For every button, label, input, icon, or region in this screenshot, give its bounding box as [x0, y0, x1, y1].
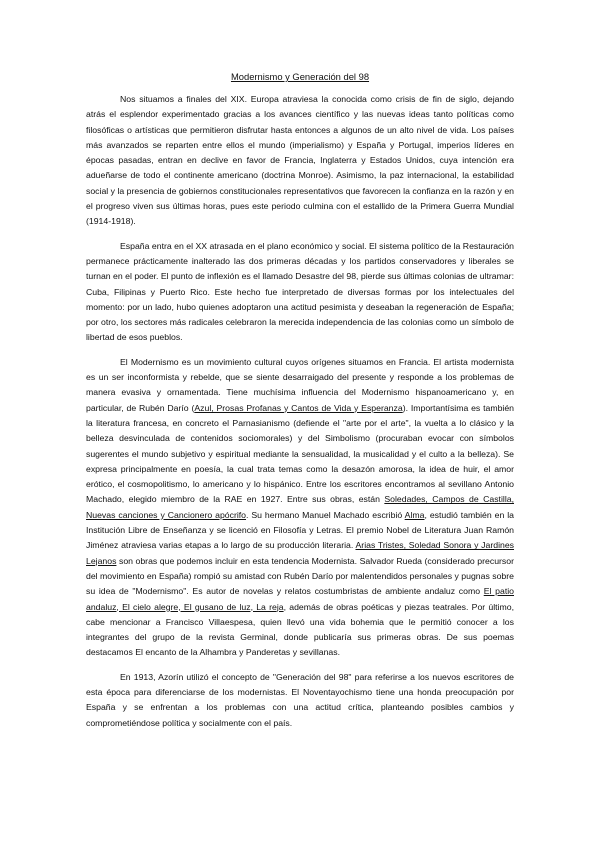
modernismo-text-6: , además de obras poéticas y piezas teatrales. Por último, cabe mencionar a Francisco Villaespesa, quien llevó una vida bohemia que le permitió conocer a los integrantes del grupo de la revista Germinal, donde publicaría sus primeras obras. De sus poemas destacamos El encanto de la Alhambra y Panderetas y sevillanas. — [86, 601, 514, 658]
paragraph-modernismo — [86, 355, 514, 661]
dario-works-title: Azul, Prosas Profanas y Cantos de Vida y Esperanza — [194, 402, 403, 413]
modernismo-text-1: El Modernismo es un movimiento cultural cuyos orígenes situamos en Francia. El artista modernista es un ser inconformista y rebelde, que se siente desarraigado del presente y responde a los problemas de manera evasiva y ornamentada. Tiene muchísima influencia del Modernismo hispanoamericano y, en particular, de Rubén Darío ( — [86, 356, 514, 413]
document-title: Modernismo y Generación del 98 — [230, 71, 370, 82]
modernismo-text-3: . Su hermano Manuel Machado escribió — [246, 509, 405, 520]
paragraph-espana-siglo-xx: España entra en el XX atrasada en el plano económico y social. El sistema político de la Restauración permanece prácticamente inalterado las dos primeras décadas y los partidos conservadores y liberales se turnan en el poder. El punto de inflexión es el llamado Desastre del 98, pierde sus últimas colonias de ultramar: Cuba, Filipinas y Puerto Rico. Este hecho fue interpretado de diversas formas por los intelectuales del momento: por un lado, hubo quienes adoptaron una actitud pesimista y deseaban la regeneración de España; por otro, los sectores más radicales celebraron la merecida independencia de las colonias como un símbolo de libertad de esos pueblos. — [86, 240, 514, 343]
paragraph-fin-de-siglo: Nos situamos a finales del XIX. Europa atraviesa la conocida como crisis de fin de siglo, dejando atrás el esplendor experimentado gracias a los avances científico y las nuevas ideas tanto políticas como filosóficas o artísticas que permitieron disfrutar hasta entonces a algunos de un alto nivel de vida. Los países más avanzados se reparten entre ellos el mundo (imperialismo) y España y Portugal, imperios líderes en épocas pasadas, entran en declive en favor de Francia, Inglaterra y Estados Unidos, cuya intención era adueñarse de todo el continente americano (doctrina Monroe). Asimismo, la paz internacional, la estabilidad social y la presencia de gobiernos constitucionales representativos que favorecen la confianza en la razón y en el progreso viven sus últimas horas, pues este periodo culmina con el estallido de la Primera Guerra Mundial (1914-1918). — [86, 94, 514, 227]
rueda-works-title: El patio andaluz, El cielo alegre, El gusano de luz, La reja — [86, 586, 514, 612]
antonio-machado-works-title: Soledades, Campos de Castilla, Nuevas canciones y Cancionero apócrifo — [86, 494, 514, 520]
modernismo-text-5: son obras que podemos incluir en esta tendencia Modernista. Salvador Rueda (considerado precursor del movimiento en España) rompió su amistad con Rubén Darío por malentendidos personales y pugnas sobre su idea de "Modernismo". Es autor de novelas y relatos costumbristas de ambiente andaluz como — [86, 555, 514, 597]
manuel-machado-work-title: Alma — [404, 509, 425, 520]
paragraph-generacion-98: En 1913, Azorín utilizó el concepto de "Generación del 98" para referirse a los nuevos escritores de esta época para diferenciarse de los modernistas. El Noventayochismo tiene una honda preocupación por España y se enfrentan a los problemas con una actitud crítica, planteando posibles cambios y comprometiéndose política y socialmente con el país. — [86, 671, 514, 728]
jimenez-works-title: Arias Tristes, Soledad Sonora y Jardines Lejanos — [86, 540, 515, 566]
modernismo-text-4: , estudió también en la Institución Libre de Enseñanza y se licenció en Filosofía y Letras. El premio Nobel de Literatura Juan Ramón Jiménez atraviesa varias etapas a lo largo de su producción literaria. — [86, 509, 514, 551]
modernismo-text-2: ). Importantísima es también la literatura francesa, en concreto el Parnasianismo (defiende el "arte por el arte", la vuelta a lo clásico y la belleza desvinculada de contenidos sociomorales) y del Simbolismo (procuraban evocar con símbolos sugerentes el mundo subjetivo y espiritual mediante la sensualidad, la musicalidad y el culto a la belleza). Se expresa principalmente en poesía, la cual trata temas como la desazón amorosa, la idea de huir, el amor erótico, el cosmopolitismo, lo americano y lo hispánico. Entre los escritores encontramos al sevillano Antonio Machado, elegido miembro de la RAE en 1927. Entre sus obras, están — [86, 402, 515, 505]
